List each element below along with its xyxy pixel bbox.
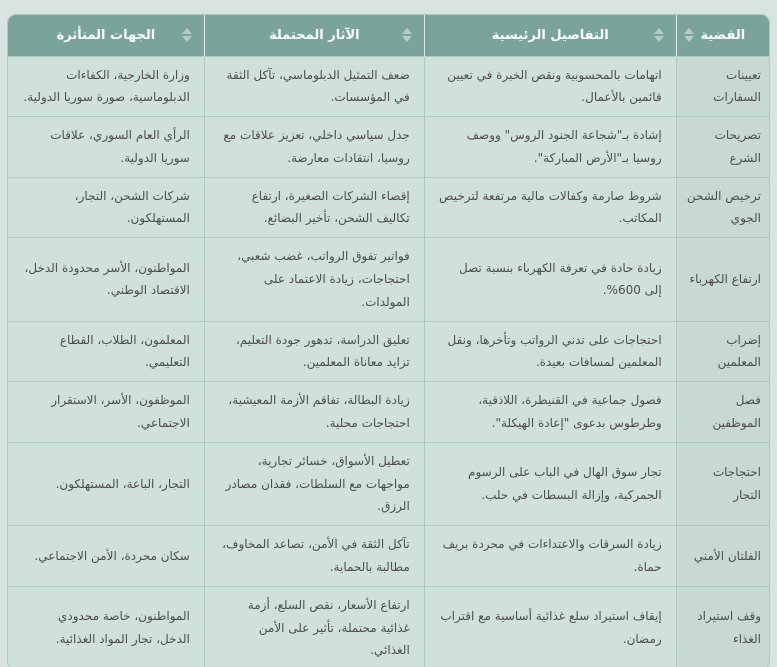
sort-icon	[182, 28, 192, 42]
sort-icon	[402, 28, 412, 42]
effects-cell: تعطيل الأسواق، خسائر تجارية، مواجهات مع السلطات، فقدان مصادر الرزق.	[204, 442, 424, 525]
sort-icon	[684, 28, 694, 42]
issue-cell: تعيينات السفارات	[676, 56, 769, 117]
affected-cell: المواطنون، الأسر محدودة الدخل، الاقتصاد الوطني.	[8, 238, 204, 321]
column-header-affected[interactable]	[8, 15, 204, 56]
details-cell: زيادة حادة في تعرفة الكهرباء بنسبة تصل إلى 600%.	[424, 238, 676, 321]
table-row	[8, 526, 769, 587]
issues-table-container	[7, 14, 770, 667]
issue-cell: فصل الموظفين	[676, 382, 769, 443]
affected-cell: المواطنون، خاصة محدودي الدخل، تجار المواد الغذائية.	[8, 586, 204, 667]
affected-cell: سكان محردة، الأمن الاجتماعي.	[8, 526, 204, 587]
column-header-effects-label: الآثار المحتملة	[269, 27, 360, 43]
issue-cell: احتجاجات التجار	[676, 442, 769, 525]
effects-cell: جدل سياسي داخلي، تعزيز علاقات مع روسيا، انتقادات معارضة.	[204, 117, 424, 178]
effects-cell: زيادة البطالة، تفاقم الأزمة المعيشية، احتجاجات محلية.	[204, 382, 424, 443]
column-header-effects[interactable]	[204, 15, 424, 56]
affected-cell: الرأي العام السوري، علاقات سوريا الدولية.	[8, 117, 204, 178]
issue-cell: إضراب المعلمين	[676, 321, 769, 382]
details-cell: شروط صارمة وكفالات مالية مرتفعة لترخيص المكاتب.	[424, 177, 676, 238]
table-row	[8, 321, 769, 382]
issue-cell: ترخيص الشحن الجوي	[676, 177, 769, 238]
effects-cell: إقصاء الشركات الصغيرة، ارتفاع تكاليف الشحن، تأخير البضائع.	[204, 177, 424, 238]
header-row	[8, 15, 769, 56]
sort-icon	[654, 28, 664, 42]
effects-cell: ارتفاع الأسعار، نقص السلع، أزمة غذائية محتملة، تأثير على الأمن الغذائي.	[204, 586, 424, 667]
table-row	[8, 586, 769, 667]
column-header-affected-label: الجهات المتأثرة	[56, 27, 156, 43]
effects-cell: تآكل الثقة في الأمن، تصاعد المخاوف، مطالبة بالحماية.	[204, 526, 424, 587]
details-cell: إشادة بـ"شجاعة الجنود الروس" ووصف روسيا بـ"الأرض المباركة".	[424, 117, 676, 178]
effects-cell: تعليق الدراسة، تدهور جودة التعليم، تزايد معاناة المعلمين.	[204, 321, 424, 382]
table-row	[8, 382, 769, 443]
issues-table	[8, 15, 769, 667]
issue-cell: وقف استيراد الغذاء	[676, 586, 769, 667]
table-row	[8, 117, 769, 178]
affected-cell: الموظفون، الأسر، الاستقرار الاجتماعي.	[8, 382, 204, 443]
details-cell: زيادة السرقات والاعتداءات في محردة بريف حماة.	[424, 526, 676, 587]
column-header-details[interactable]	[424, 15, 676, 56]
affected-cell: شركات الشحن، التجار، المستهلكون.	[8, 177, 204, 238]
effects-cell: فواتير تفوق الرواتب، غضب شعبي، احتجاجات، زيادة الاعتماد على المولدات.	[204, 238, 424, 321]
affected-cell: المعلمون، الطلاب، القطاع التعليمي.	[8, 321, 204, 382]
details-cell: اتهامات بالمحسوبية ونقص الخبرة في تعيين قائمين بالأعمال.	[424, 56, 676, 117]
table-row	[8, 238, 769, 321]
table-row	[8, 442, 769, 525]
effects-cell: ضعف التمثيل الدبلوماسي، تآكل الثقة في المؤسسات.	[204, 56, 424, 117]
details-cell: تجار سوق الهال في الباب على الرسوم الجمركية، وإزالة البسطات في حلب.	[424, 442, 676, 525]
issue-cell: ارتفاع الكهرباء	[676, 238, 769, 321]
column-header-issue-label: القضية	[700, 27, 746, 43]
details-cell: فصول جماعية في القنيطرة، اللاذقية، وطرطوس بدعوى "إعادة الهيكلة".	[424, 382, 676, 443]
issue-cell: تصريحات الشرع	[676, 117, 769, 178]
column-header-details-label: التفاصيل الرئيسية	[491, 27, 609, 43]
issue-cell: الفلتان الأمني	[676, 526, 769, 587]
affected-cell: التجار، الباعة، المستهلكون.	[8, 442, 204, 525]
details-cell: احتجاجات على تدني الرواتب وتأخرها، ونقل المعلمين لمسافات بعيدة.	[424, 321, 676, 382]
details-cell: إيقاف استيراد سلع غذائية أساسية مع اقتراب رمضان.	[424, 586, 676, 667]
table-row	[8, 56, 769, 117]
column-header-issue[interactable]	[676, 15, 769, 56]
affected-cell: وزارة الخارجية، الكفاءات الدبلوماسية، صورة سوريا الدولية.	[8, 56, 204, 117]
table-row	[8, 177, 769, 238]
